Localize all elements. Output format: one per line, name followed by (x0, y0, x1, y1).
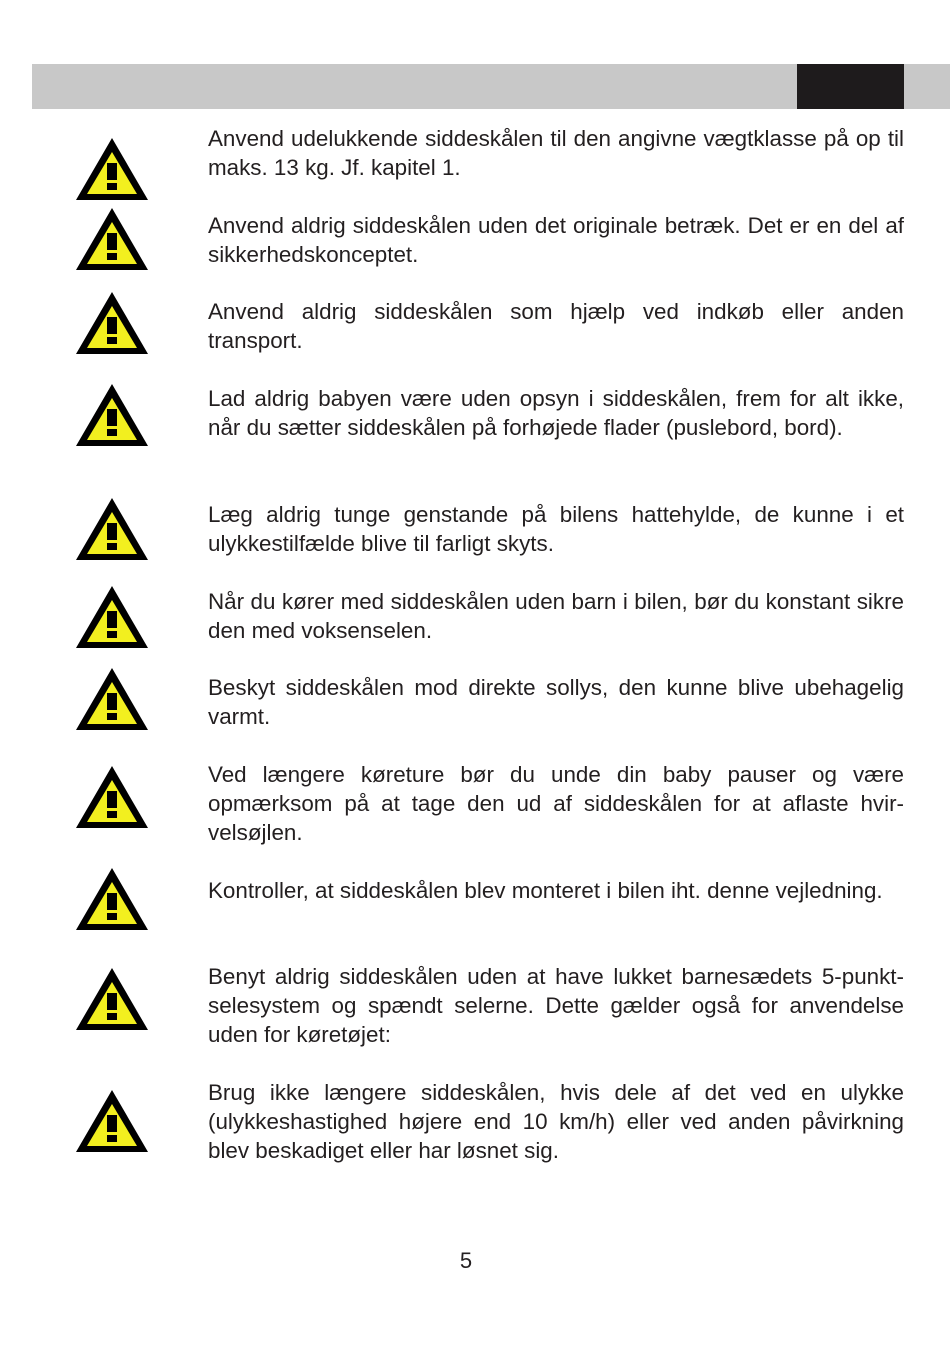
warning-triangle-icon (74, 764, 150, 830)
warning-triangle-icon (74, 206, 150, 272)
warning-triangle-icon (74, 1088, 150, 1154)
warning-triangle-svg (74, 290, 150, 356)
warning-triangle-icon (74, 666, 150, 732)
warning-text: Brug ikke længere siddeskålen, hvis dele af det ved en ulykke (ulykkeshastighed højere end 10 km/h) eller ved anden påvirkning blev beskadiget eller har løsnet sig. (208, 1080, 904, 1163)
warning-triangle-icon (74, 382, 150, 448)
warning-triangle-svg (74, 382, 150, 448)
warning-text: Anvend udelukkende siddeskålen til den angivne vægtklasse på op til maks. 13 kg. Jf. kapitel 1. (208, 126, 904, 180)
warning-triangle-icon (74, 866, 150, 932)
warning-text: Anvend aldrig siddeskålen uden det originale betræk. Det er en del af sikkerhedskonceptet. (208, 213, 904, 267)
warning-text: Kontroller, at siddeskålen blev monteret i bilen iht. denne vejledning. (208, 878, 883, 903)
warning-text: Læg aldrig tunge genstande på bilens hattehylde, de kunne i et ulykkestilfælde blive til farligt skyts. (208, 502, 904, 556)
page-number: 5 (459, 1248, 473, 1273)
warning-triangle-icon (74, 136, 150, 202)
warning-triangle-svg (74, 666, 150, 732)
warning-triangle-icon (74, 584, 150, 650)
warning-triangle-svg (74, 966, 150, 1032)
warning-text: Benyt aldrig siddeskålen uden at have lukket barnesædets 5-punkt-selesystem og spændt selerne. Dette gælder også for anvendelse uden for køretøjet: (208, 964, 904, 1047)
warning-triangle-svg (74, 136, 150, 202)
warning-text: Anvend aldrig siddeskålen som hjælp ved indkøb eller anden transport. (208, 299, 904, 353)
warning-text: Når du kører med siddeskålen uden barn i bilen, bør du konstant sikre den med voksenselen. (208, 589, 904, 643)
warning-text: Beskyt siddeskålen mod direkte sollys, den kunne blive ubehagelig varmt. (208, 675, 904, 729)
header-block (797, 64, 904, 109)
warning-triangle-icon (74, 496, 150, 562)
warning-triangle-svg (74, 1088, 150, 1154)
warning-triangle-svg (74, 584, 150, 650)
warning-triangle-svg (74, 496, 150, 562)
warning-text: Lad aldrig babyen være uden opsyn i siddeskålen, frem for alt ikke, når du sætter siddeskålen på forhøjede flader (puslebord, bord). (208, 386, 904, 440)
warning-triangle-icon (74, 966, 150, 1032)
warning-text: Ved længere køreture bør du unde din baby pauser og være opmærksom på at tage den ud af siddeskålen for at aflaste hvirvelsøjlen. (208, 762, 904, 845)
warning-triangle-svg (74, 206, 150, 272)
warning-triangle-icon (74, 290, 150, 356)
warning-triangle-svg (74, 866, 150, 932)
warning-triangle-svg (74, 764, 150, 830)
